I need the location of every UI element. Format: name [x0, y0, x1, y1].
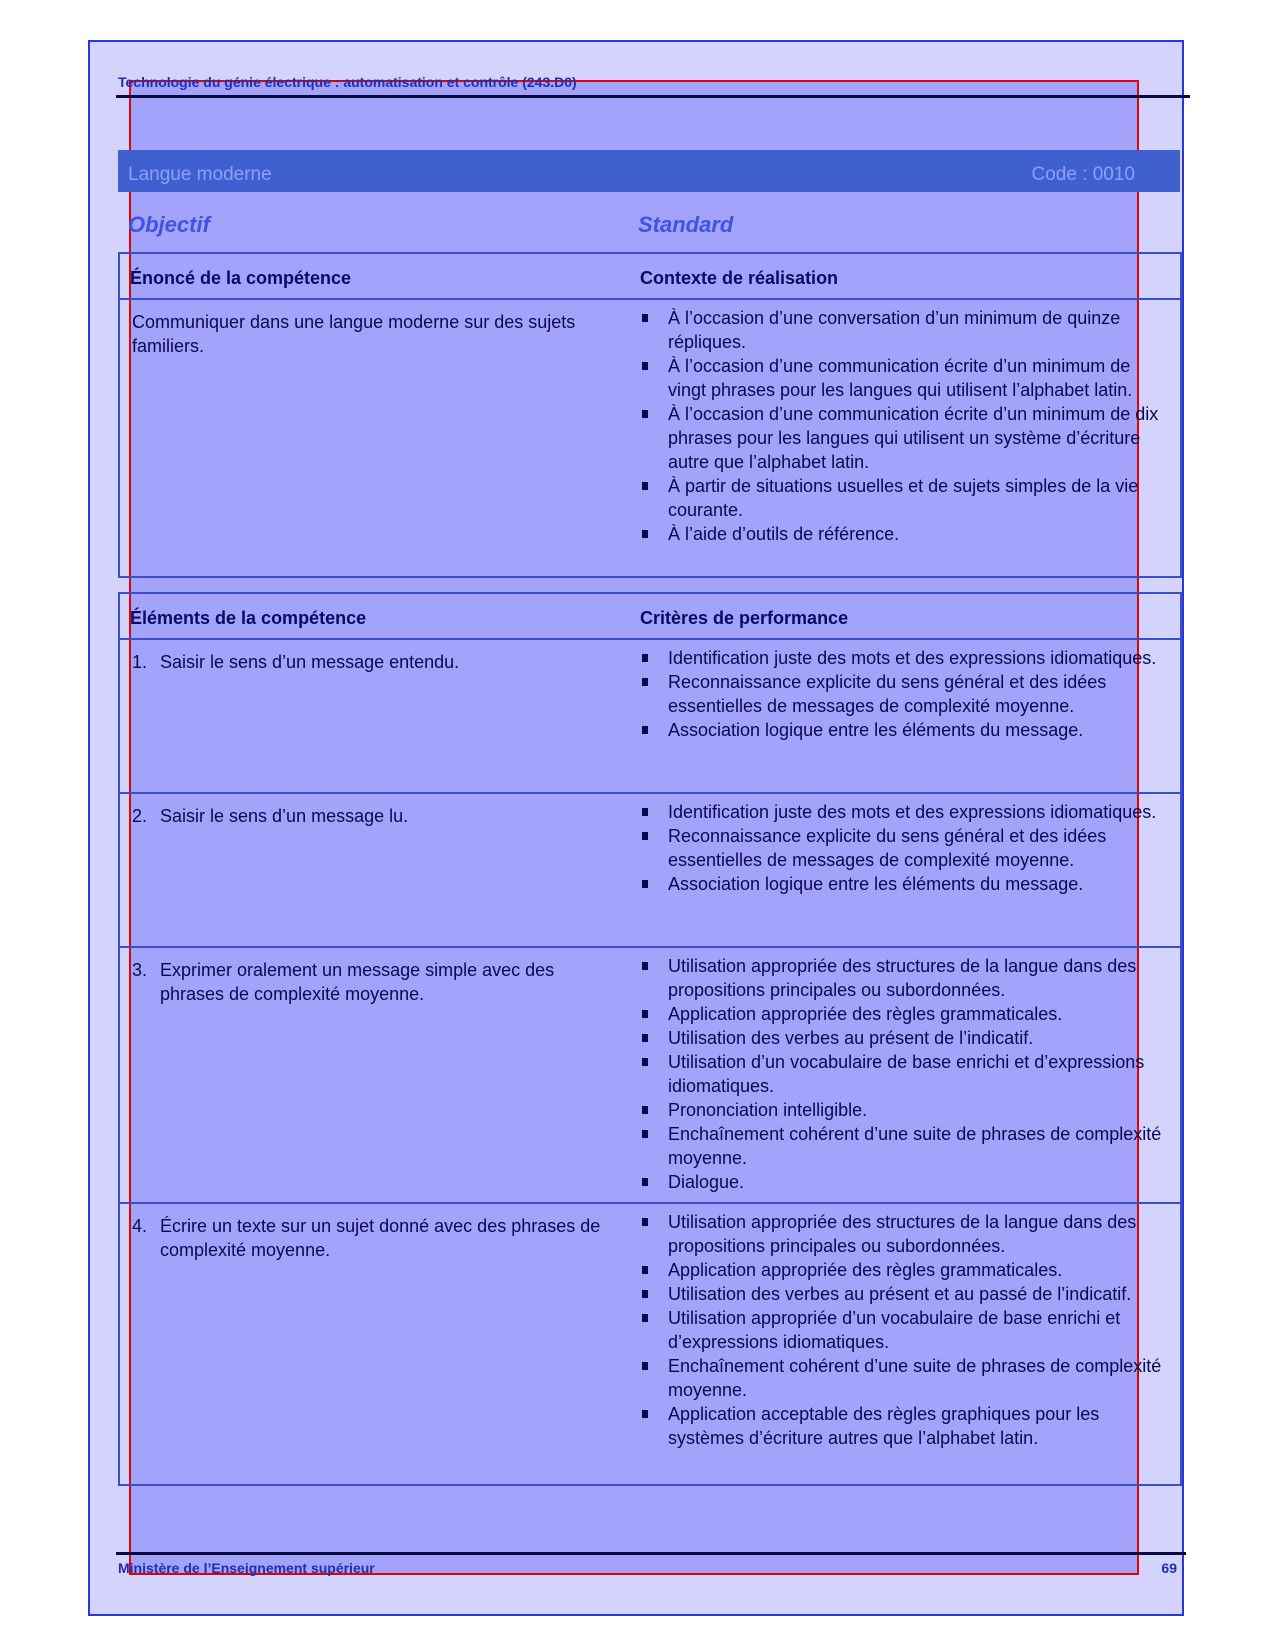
element-text [132, 1214, 612, 1262]
table-row [120, 640, 1180, 794]
list-item: Application acceptable des règles graphiques pour les systèmes d’écriture autres que l’alphabet latin. [640, 1402, 1170, 1450]
competence-table-header [120, 254, 1180, 300]
criteria-list [640, 1210, 1170, 1450]
list-item: Identification juste des mots et des expressions idiomatiques. [640, 800, 1170, 824]
criteria-list [640, 954, 1170, 1194]
list-item: Utilisation d’un vocabulaire de base enrichi et d’expressions idiomatiques. [640, 1050, 1170, 1098]
table-row [120, 948, 1180, 1204]
list-item: Utilisation des verbes au présent de l’indicatif. [640, 1026, 1170, 1050]
footer-ministry: Ministère de l’Enseignement supérieur [118, 1560, 375, 1576]
element-text [132, 650, 612, 674]
list-item: Utilisation des verbes au présent et au passé de l’indicatif. [640, 1282, 1170, 1306]
list-item: À l’aide d’outils de référence. [640, 522, 1170, 546]
elements-table-header [120, 594, 1180, 640]
criteria-list [640, 800, 1170, 896]
col-head-elements: Éléments de la compétence [130, 608, 367, 628]
page-number: 69 [1161, 1560, 1177, 1576]
element-number: 3. [132, 960, 148, 980]
col-head-contexte: Contexte de réalisation [640, 268, 839, 288]
list-item: À l’occasion d’une communication écrite d’un minimum de vingt phrases pour les langues qui utilisent l’alphabet latin. [640, 354, 1170, 402]
element-number: 4. [132, 1216, 148, 1236]
element-number: 1. [132, 652, 148, 672]
list-item: À l’occasion d’une communication écrite d’un minimum de dix phrases pour les langues qui utilisent un système d’écriture autre que l’alphabet latin. [640, 402, 1170, 474]
list-item: Reconnaissance explicite du sens général et des idées essentielles de messages de complexité moyenne. [640, 670, 1170, 718]
list-item: Prononciation intelligible. [640, 1098, 1170, 1122]
module-name: Langue moderne [128, 164, 272, 185]
enonce-text [132, 310, 592, 358]
competence-row [120, 300, 1180, 576]
element-label: Saisir le sens d’un message lu. [160, 806, 409, 826]
list-item: Application appropriée des règles grammaticales. [640, 1002, 1170, 1026]
list-item: Enchaînement cohérent d’une suite de phrases de complexité moyenne. [640, 1354, 1170, 1402]
module-bar [118, 150, 1180, 192]
competence-table [118, 252, 1182, 578]
list-item: Utilisation appropriée des structures de la langue dans des propositions principales ou subordonnées. [640, 954, 1170, 1002]
list-item: Reconnaissance explicite du sens général et des idées essentielles de messages de complexité moyenne. [640, 824, 1170, 872]
list-item: Utilisation appropriée d’un vocabulaire de base enrichi et d’expressions idiomatiques. [640, 1306, 1170, 1354]
elements-table [118, 592, 1182, 1486]
footer-rule [116, 1552, 1186, 1555]
header-rule [116, 95, 1190, 98]
list-item: À l’occasion d’une conversation d’un minimum de quinze répliques. [640, 306, 1170, 354]
list-item: Association logique entre les éléments du message. [640, 872, 1170, 896]
element-text [132, 804, 612, 828]
element-text [132, 958, 612, 1006]
element-label: Exprimer oralement un message simple avec des phrases de complexité moyenne. [160, 960, 555, 1004]
list-item: Enchaînement cohérent d’une suite de phrases de complexité moyenne. [640, 1122, 1170, 1170]
element-label: Saisir le sens d’un message entendu. [160, 652, 460, 672]
list-item: Application appropriée des règles grammaticales. [640, 1258, 1170, 1282]
document-header-title: Technologie du génie électrique : automatisation et contrôle (243.D0) [118, 74, 577, 90]
contexte-list [640, 306, 1170, 546]
list-item: À partir de situations usuelles et de sujets simples de la vie courante. [640, 474, 1170, 522]
element-number: 2. [132, 806, 148, 826]
enonce-value: Communiquer dans une langue moderne sur des sujets familiers. [132, 312, 576, 356]
heading-objectif: Objectif [128, 212, 210, 237]
table-row [120, 1204, 1180, 1480]
criteria-list [640, 646, 1170, 742]
element-label: Écrire un texte sur un sujet donné avec des phrases de complexité moyenne. [160, 1216, 601, 1260]
col-head-enonce: Énoncé de la compétence [130, 268, 352, 288]
list-item: Utilisation appropriée des structures de la langue dans des propositions principales ou subordonnées. [640, 1210, 1170, 1258]
table-row [120, 794, 1180, 948]
list-item: Dialogue. [640, 1170, 1170, 1194]
heading-standard: Standard [638, 212, 734, 237]
list-item: Identification juste des mots et des expressions idiomatiques. [640, 646, 1170, 670]
module-code: Code : 0010 [1031, 164, 1135, 185]
list-item: Association logique entre les éléments du message. [640, 718, 1170, 742]
col-head-criteres: Critères de performance [640, 608, 849, 628]
